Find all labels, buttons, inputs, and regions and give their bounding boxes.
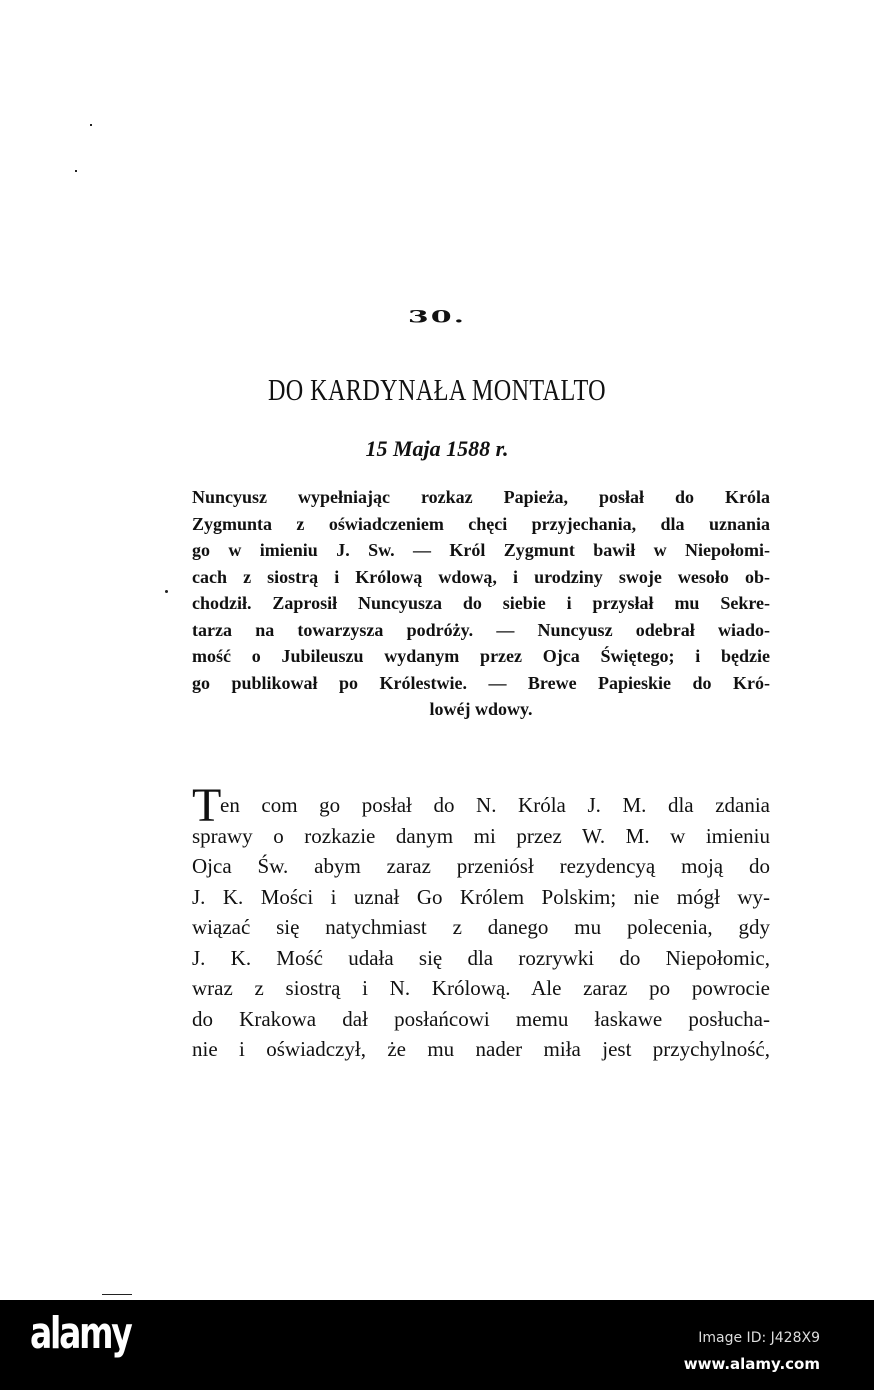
summary-line: lowéj wdowy. <box>429 699 533 719</box>
summary-line: cach z siostrą i Królową wdową, i urodziny swoje wesoło ob- <box>192 566 770 587</box>
body-line: do Krakowa dał posłańcowi memu łaskawe posłucha- <box>192 1006 770 1031</box>
website-link[interactable]: www.alamy.com <box>683 1355 820 1373</box>
body-line: nie i oświadczył, że mu nader miła jest przychylność, <box>192 1037 770 1061</box>
summary-line: tarza na towarzysza podróży. — Nuncyusz odebrał wiado- <box>192 619 770 640</box>
letter-title: DO KARDYNAŁA MONTALTO <box>267 372 607 407</box>
image-id: Image ID: J428X9 <box>698 1330 820 1346</box>
body-line: Ojca Św. abym zaraz przeniósł rezydencyą moją do <box>192 854 770 878</box>
summary-line: mość o Jubileuszu wydanym przez Ojca Świętego; i będzie <box>192 646 770 666</box>
summary-line: go publikował po Królestwie. — Brewe Papieskie do Kró- <box>192 672 770 693</box>
body-line: en com go posłał do N. Króla J. M. dla zdania <box>220 793 770 817</box>
letter-date: 15 Maja 1588 r. <box>365 436 509 461</box>
page-rule <box>102 1294 132 1295</box>
summary-line: go w imieniu J. Sw. — Król Zygmunt bawił w Niepołomi- <box>192 540 770 560</box>
body-paragraph <box>192 779 770 1065</box>
scan-speck <box>90 124 92 126</box>
summary-line: Zygmunta z oświadczeniem chęci przyjechania, dla uznania <box>192 513 770 534</box>
summary-paragraph <box>192 484 770 723</box>
letter-number: 30. <box>407 307 467 328</box>
body-line: wraz z siostrą i N. Królową. Ale zaraz po powrocie <box>192 976 770 1000</box>
body-line: J. K. Mość udała się dla rozrywki do Niepołomic, <box>192 945 770 970</box>
body-line: sprawy o rozkazie danym mi przez W. M. w imieniu <box>192 823 770 848</box>
body-line: wiązać się natychmiast z danego mu polecenia, gdy <box>192 915 770 939</box>
scan-speck <box>165 590 168 593</box>
watermark-footer <box>0 1300 874 1390</box>
body-line: J. K. Mości i uznał Go Królem Polskim; nie mógł wy- <box>192 884 770 909</box>
summary-line: chodził. Zaprosił Nuncyusza do siebie i przysłał mu Sekre- <box>192 593 770 613</box>
drop-cap: T <box>192 779 222 832</box>
alamy-logo: alamy <box>30 1308 131 1359</box>
summary-line: Nuncyusz wypełniając rozkaz Papieża, posłał do Króla <box>192 487 770 507</box>
scan-speck <box>75 170 77 172</box>
